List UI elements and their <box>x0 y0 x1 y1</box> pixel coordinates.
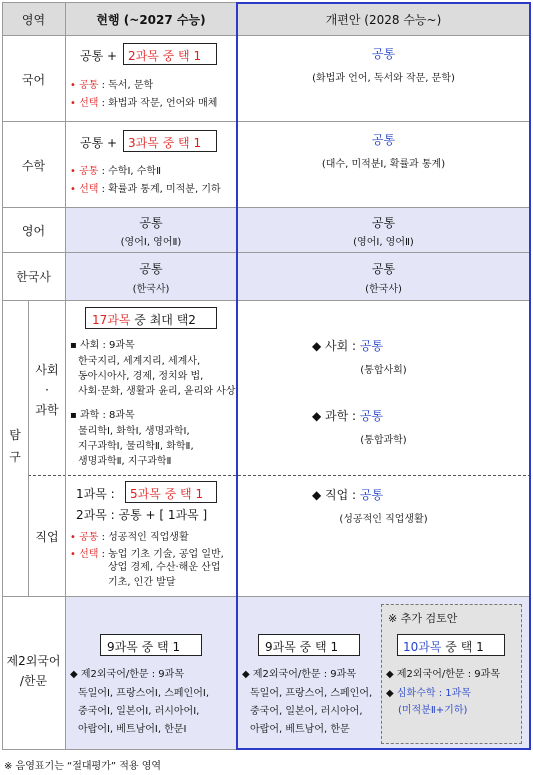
inquiry-science-list: 물리학Ⅰ, 화학Ⅰ, 생명과학Ⅰ, 지구과학Ⅰ, 물리학Ⅱ, 화학Ⅱ, 생명과학Ⅱ, 지구과학Ⅱ <box>78 426 194 467</box>
inquiry-science-head: ▪ 과학 : 8과목 <box>70 410 135 421</box>
extra-review-math: ◆ 심화수학 : 1과목 <box>386 688 471 699</box>
inquiry-new-science-sub: (통합과학) <box>360 435 407 446</box>
history-label: 한국사 <box>16 270 51 284</box>
math-cur-bullet-2: • 선택 : 확률과 통계, 미적분, 기하 <box>70 184 221 195</box>
korean-new-title: 공통 <box>371 47 396 61</box>
korean-cur-box: 2과목 중 택 1 <box>123 43 217 65</box>
english-cur-sub: (영어Ⅰ, 영어Ⅱ) <box>120 237 182 248</box>
math-new-sub: (대수, 미적분Ⅰ, 확률과 통계) <box>321 159 446 170</box>
voc-bullet-2: • 선택 : 농업 기초 기술, 공업 일반, <box>70 549 224 560</box>
inquiry-new-vocational: ◆ 직업 : 공통 <box>312 488 384 502</box>
extra-review-math-sub: (미적분Ⅱ+기하) <box>398 705 468 716</box>
inquiry-label: 탐구 <box>9 428 21 464</box>
history-cur-sub: (한국사) <box>132 284 170 295</box>
voc-line1-prefix: 1과목 : <box>76 487 115 501</box>
header-area: 영역 <box>21 13 46 27</box>
korean-label: 국어 <box>21 73 46 87</box>
korean-cur-bullet-1: • 공통 : 독서, 문학 <box>70 80 154 91</box>
voc-line1-box: 5과목 중 택 1 <box>125 481 217 503</box>
inquiry-cur-box: 17과목 중 최대 택2 <box>85 307 217 329</box>
inquiry-social-list: 한국지리, 세계지리, 세계사, 동아시아사, 경제, 정치와 법, 사회·문화, 생활과 윤리, 윤리와 사상 <box>78 356 236 397</box>
korean-new-sub: (화법과 언어, 독서와 작문, 문학) <box>312 73 455 84</box>
extra-review-title: ※ 추가 검토안 <box>388 612 458 625</box>
math-new-title: 공통 <box>371 133 396 147</box>
foreign-cur-box: 9과목 중 택 1 <box>100 634 202 656</box>
inquiry-new-social: ◆ 사회 : 공통 <box>312 339 384 353</box>
extra-review-box: 10과목 중 택 1 <box>397 634 505 656</box>
social-science-label: 사회 · 과학 <box>35 363 59 417</box>
foreign-new-box: 9과목 중 택 1 <box>258 634 360 656</box>
math-label: 수학 <box>21 159 46 173</box>
header-reform: 개편안 (2028 수능~) <box>325 13 442 27</box>
inquiry-social-head: ▪ 사회 : 9과목 <box>70 340 135 351</box>
vocational-label: 직업 <box>35 530 59 544</box>
inquiry-new-social-sub: (통합사회) <box>360 365 407 376</box>
math-cur-box: 3과목 중 택 1 <box>123 130 217 152</box>
english-new-sub: (영어Ⅰ, 영어Ⅱ) <box>353 237 414 248</box>
korean-cur-bullet-2: • 선택 : 화법과 작문, 언어와 매체 <box>70 98 218 109</box>
math-cur-bullet-1: • 공통 : 수학Ⅰ, 수학Ⅱ <box>70 166 162 177</box>
history-new-sub: (한국사) <box>365 284 402 295</box>
footnote: ※ 음영표기는 “절대평가” 적용 영역 <box>4 761 162 772</box>
english-cur-title: 공통 <box>139 216 163 230</box>
voc-bullet-1: • 공통 : 성공적인 직업생활 <box>70 532 189 543</box>
voc-bullet-2-more: 상업 경제, 수산·해운 산업 기초, 인간 발달 <box>108 562 221 588</box>
extra-review-head: ◆ 제2외국어/한문 : 9과목 <box>386 669 500 680</box>
inquiry-new-science: ◆ 과학 : 공통 <box>312 409 384 423</box>
foreign-cur-head: ◆ 제2외국어/한문 : 9과목 <box>70 669 184 680</box>
korean-cur-prefix: 공통 + <box>80 49 118 63</box>
history-new-title: 공통 <box>371 262 396 276</box>
foreign-new-list: 독일어, 프랑스어, 스페인어, 중국어, 일본어, 러시아어, 아랍어, 베트남어, 한문 <box>250 688 373 735</box>
english-new-title: 공통 <box>371 216 396 230</box>
inquiry-new-vocational-sub: (성공적인 직업생활) <box>339 514 428 525</box>
history-cur-title: 공통 <box>139 262 163 276</box>
voc-line2: 2과목 : 공통 + [ 1과목 ] <box>76 508 208 522</box>
header-current: 현행 (~2027 수능) <box>96 13 206 27</box>
math-cur-prefix: 공통 + <box>80 136 118 150</box>
foreign-new-head: ◆ 제2외국어/한문 : 9과목 <box>242 669 356 680</box>
english-label: 영어 <box>21 224 46 238</box>
foreign-label: 제2외국어 /한문 <box>6 654 61 688</box>
foreign-cur-list: 독일어Ⅰ, 프랑스어Ⅰ, 스페인어Ⅰ, 중국어Ⅰ, 일본어Ⅰ, 러시아어Ⅰ, 아랍어Ⅰ, 베트남어Ⅰ, 한문Ⅰ <box>78 688 210 735</box>
